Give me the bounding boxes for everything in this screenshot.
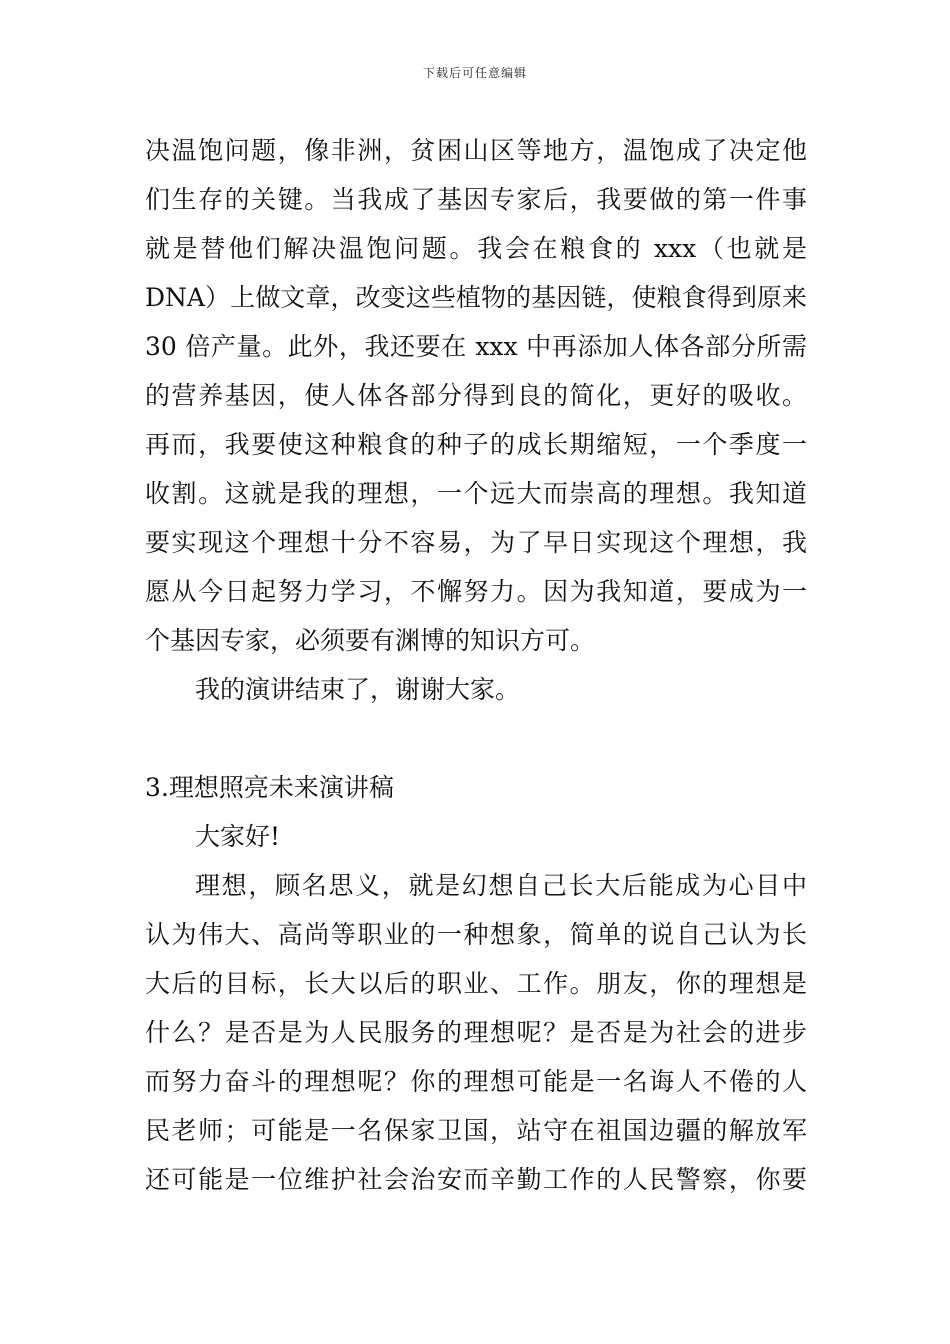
- text-line: 我的演讲结束了，谢谢大家。: [195, 675, 521, 704]
- text-line: 的营养基因，使人体各部分得到良的简化，更好的吸收。: [145, 381, 807, 410]
- text-line: 还可能是一位维护社会治安而辛勤工作的人民警察，你要: [145, 1165, 807, 1194]
- text-line: 们生存的关键。当我成了基因专家后，我要做的第一件事: [145, 185, 807, 214]
- text-line: 而努力奋斗的理想呢？你的理想可能是一名诲人不倦的人: [145, 1067, 807, 1096]
- text-line: 30 倍产量。此外，我还要在 xxx 中再添加人体各部分所需: [145, 332, 807, 361]
- section-paragraph: [145, 861, 807, 1204]
- text-line: 就是替他们解决温饱问题。我会在粮食的 xxx（也就是: [145, 234, 807, 263]
- paragraph-continuation: [145, 126, 807, 665]
- section-heading: 3.理想照亮未来演讲稿: [145, 773, 394, 802]
- text-line: 理想，顾名思义，就是幻想自己长大后能成为心目中: [195, 871, 807, 900]
- text-line: 个基因专家，必须要有渊博的知识方可。: [145, 626, 596, 655]
- text-line: 收割。这就是我的理想，一个远大而崇高的理想。我知道: [145, 479, 807, 508]
- text-line: 什么？是否是为人民服务的理想呢？是否是为社会的进步: [145, 1018, 807, 1047]
- text-line: 要实现这个理想十分不容易，为了早日实现这个理想，我: [145, 528, 807, 557]
- text-line: 决温饱问题，像非洲，贫困山区等地方，温饱成了决定他: [145, 136, 807, 165]
- text-line: 大后的目标，长大以后的职业、工作。朋友，你的理想是: [145, 969, 807, 998]
- text-line: 认为伟大、高尚等职业的一种想象，简单的说自己认为长: [145, 920, 807, 949]
- document-body: [145, 126, 807, 1204]
- text-line: DNA）上做文章，改变这些植物的基因链，使粮食得到原来: [145, 283, 807, 312]
- section-greeting: 大家好!: [195, 822, 281, 851]
- text-line: 愿从今日起努力学习，不懈努力。因为我知道，要成为一: [145, 577, 807, 606]
- paragraph-closing: [145, 665, 807, 714]
- text-line: 再而，我要使这种粮食的种子的成长期缩短，一个季度一: [145, 430, 807, 459]
- text-line: 民老师；可能是一名保家卫国，站守在祖国边疆的解放军: [145, 1116, 807, 1145]
- blank-line: [145, 714, 807, 763]
- page-header: 下载后可任意编辑: [422, 66, 527, 80]
